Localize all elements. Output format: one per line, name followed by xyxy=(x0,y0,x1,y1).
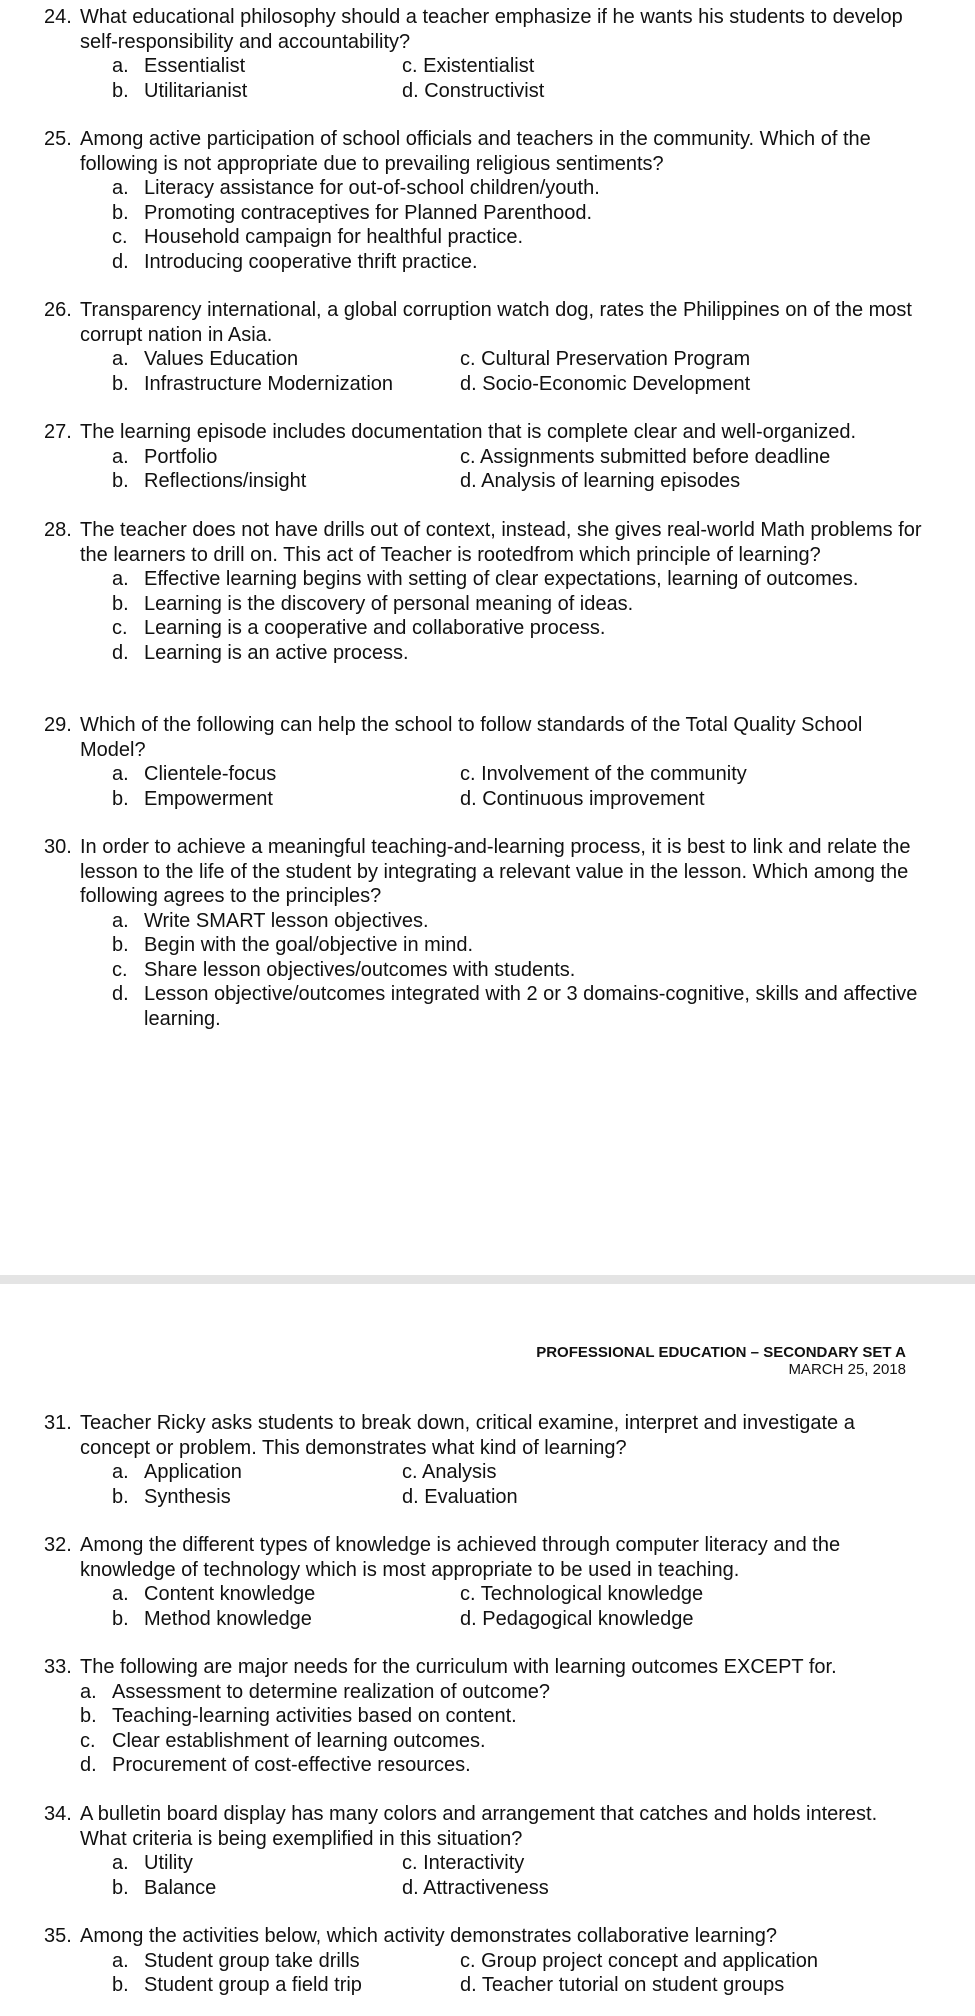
question-number: 30. xyxy=(44,836,72,858)
option-d: d. Attractiveness xyxy=(402,1876,549,1899)
option-d: d. Lesson objective/outcomes integrated with 2 or 3 domains-cognitive, skills and affective learning. xyxy=(112,983,918,1030)
question-stem: Among active participation of school officials and teachers in the community. Which of the following is not appropriate due to prevailing religious sentiments? xyxy=(80,128,871,175)
question-25 xyxy=(44,127,924,274)
question-34 xyxy=(44,1802,924,1900)
option-d: d. Continuous improvement xyxy=(460,787,705,810)
option-c: c. Learning is a cooperative and collaborative process. xyxy=(112,617,606,639)
option-a: a. Values Education xyxy=(112,348,299,370)
question-number: 35. xyxy=(44,1925,72,1947)
option-a: a. Write SMART lesson objectives. xyxy=(112,909,429,932)
question-29 xyxy=(44,713,924,811)
option-c: c. Cultural Preservation Program xyxy=(460,348,751,370)
option-d: d. Pedagogical knowledge xyxy=(460,1607,694,1630)
option-d: d. Introducing cooperative thrift practice. xyxy=(112,250,478,273)
exam-date: MARCH 25, 2018 xyxy=(788,1361,906,1378)
option-b: b. Learning is the discovery of personal meaning of ideas. xyxy=(112,592,634,615)
exam-title: PROFESSIONAL EDUCATION – SECONDARY SET A xyxy=(536,1344,906,1361)
option-a: a. Essentialist xyxy=(112,55,246,77)
page-divider xyxy=(0,1275,975,1284)
question-27 xyxy=(44,420,924,494)
page-1 xyxy=(0,5,975,1275)
question-32 xyxy=(44,1533,924,1631)
question-stem: The learning episode includes documentation that is complete clear and well-organized. xyxy=(80,421,857,443)
question-30 xyxy=(44,835,924,1031)
question-stem: In order to achieve a meaningful teaching-and-learning process, it is best to link and relate the lesson to the life of the student by integrating a relevant value in the lesson. Which among the following agrees to the principles? xyxy=(80,836,911,907)
option-b: b. Method knowledge xyxy=(112,1607,312,1630)
option-b: b. Empowerment xyxy=(112,787,273,810)
option-a: a. Assessment to determine realization of outcome? xyxy=(80,1680,550,1703)
option-b: b. Balance xyxy=(112,1876,217,1899)
page-header xyxy=(536,1344,906,1378)
option-a: a. Effective learning begins with setting of clear expectations, learning of outcomes. xyxy=(112,568,859,590)
question-number: 31. xyxy=(44,1412,72,1434)
option-b: b. Reflections/insight xyxy=(112,470,307,492)
option-c: c. Share lesson objectives/outcomes with students. xyxy=(112,958,576,981)
option-d: d. Evaluation xyxy=(402,1485,518,1508)
option-c: c. Involvement of the community xyxy=(460,763,747,785)
question-stem: Among the different types of knowledge is achieved through computer literacy and the knowledge of technology which is most appropriate to be used in teaching. xyxy=(80,1534,841,1581)
option-a: a. Literacy assistance for out-of-school children/youth. xyxy=(112,177,600,199)
question-number: 29. xyxy=(44,714,72,736)
question-stem: The teacher does not have drills out of context, instead, she gives real-world Math problems for the learners to drill on. This act of Teacher is rootedfrom which principle of learning? xyxy=(80,519,922,566)
option-c: c. Assignments submitted before deadline xyxy=(460,445,831,468)
question-stem: The following are major needs for the curriculum with learning outcomes EXCEPT for. xyxy=(80,1656,837,1678)
question-stem: What educational philosophy should a teacher emphasize if he wants his students to develop self-responsibility and accountability? xyxy=(80,6,903,53)
option-a: a. Clientele-focus xyxy=(112,763,277,785)
option-a: a. Application xyxy=(112,1461,242,1483)
option-c: c. Interactivity xyxy=(402,1852,525,1874)
question-number: 25. xyxy=(44,128,72,150)
option-b: b. Promoting contraceptives for Planned Parenthood. xyxy=(112,201,593,224)
question-stem: Teacher Ricky asks students to break down, critical examine, interpret and investigate a concept or problem. This demonstrates what kind of learning? xyxy=(80,1412,855,1459)
option-b: b. Student group a field trip xyxy=(112,1974,362,1996)
option-c: c. Clear establishment of learning outcomes. xyxy=(80,1729,486,1752)
question-24 xyxy=(44,5,924,103)
option-a: a. Utility xyxy=(112,1852,193,1874)
question-35 xyxy=(44,1924,924,1998)
option-c: c. Analysis xyxy=(402,1461,497,1483)
option-c: c. Existentialist xyxy=(402,55,535,77)
question-number: 34. xyxy=(44,1803,72,1825)
question-31 xyxy=(44,1411,924,1509)
question-26 xyxy=(44,298,924,396)
option-b: b. Begin with the goal/objective in mind. xyxy=(112,934,474,956)
question-number: 32. xyxy=(44,1534,72,1556)
option-a: a. Portfolio xyxy=(112,445,218,468)
question-33 xyxy=(44,1655,924,1778)
question-28 xyxy=(44,518,924,665)
option-c: c. Household campaign for healthful practice. xyxy=(112,226,524,248)
question-number: 27. xyxy=(44,421,72,443)
question-number: 33. xyxy=(44,1656,72,1678)
question-stem: Which of the following can help the school to follow standards of the Total Quality School Model? xyxy=(80,714,863,761)
option-a: a. Student group take drills xyxy=(112,1949,360,1972)
option-d: d. Learning is an active process. xyxy=(112,641,409,664)
option-b: b. Utilitarianist xyxy=(112,79,248,102)
question-stem: Transparency international, a global corruption watch dog, rates the Philippines on of the most corrupt nation in Asia. xyxy=(80,299,912,346)
option-a: a. Content knowledge xyxy=(112,1583,316,1605)
option-b: b. Infrastructure Modernization xyxy=(112,372,394,395)
option-d: d. Constructivist xyxy=(402,79,545,102)
question-stem: Among the activities below, which activity demonstrates collaborative learning? xyxy=(80,1925,778,1947)
option-d: d. Analysis of learning episodes xyxy=(460,470,741,492)
option-c: c. Group project concept and application xyxy=(460,1949,818,1972)
option-d: d. Teacher tutorial on student groups xyxy=(460,1974,785,1996)
option-d: d. Socio-Economic Development xyxy=(460,372,751,395)
option-c: c. Technological knowledge xyxy=(460,1583,704,1605)
option-b: b. Teaching-learning activities based on content. xyxy=(80,1705,517,1727)
question-number: 28. xyxy=(44,519,72,541)
page-2 xyxy=(0,1284,975,2016)
question-stem: A bulletin board display has many colors and arrangement that catches and holds interest. What criteria is being exemplified in this situation? xyxy=(80,1803,878,1850)
option-b: b. Synthesis xyxy=(112,1485,231,1508)
option-d: d. Procurement of cost-effective resources. xyxy=(80,1754,471,1776)
question-number: 24. xyxy=(44,6,72,28)
question-number: 26. xyxy=(44,299,72,321)
